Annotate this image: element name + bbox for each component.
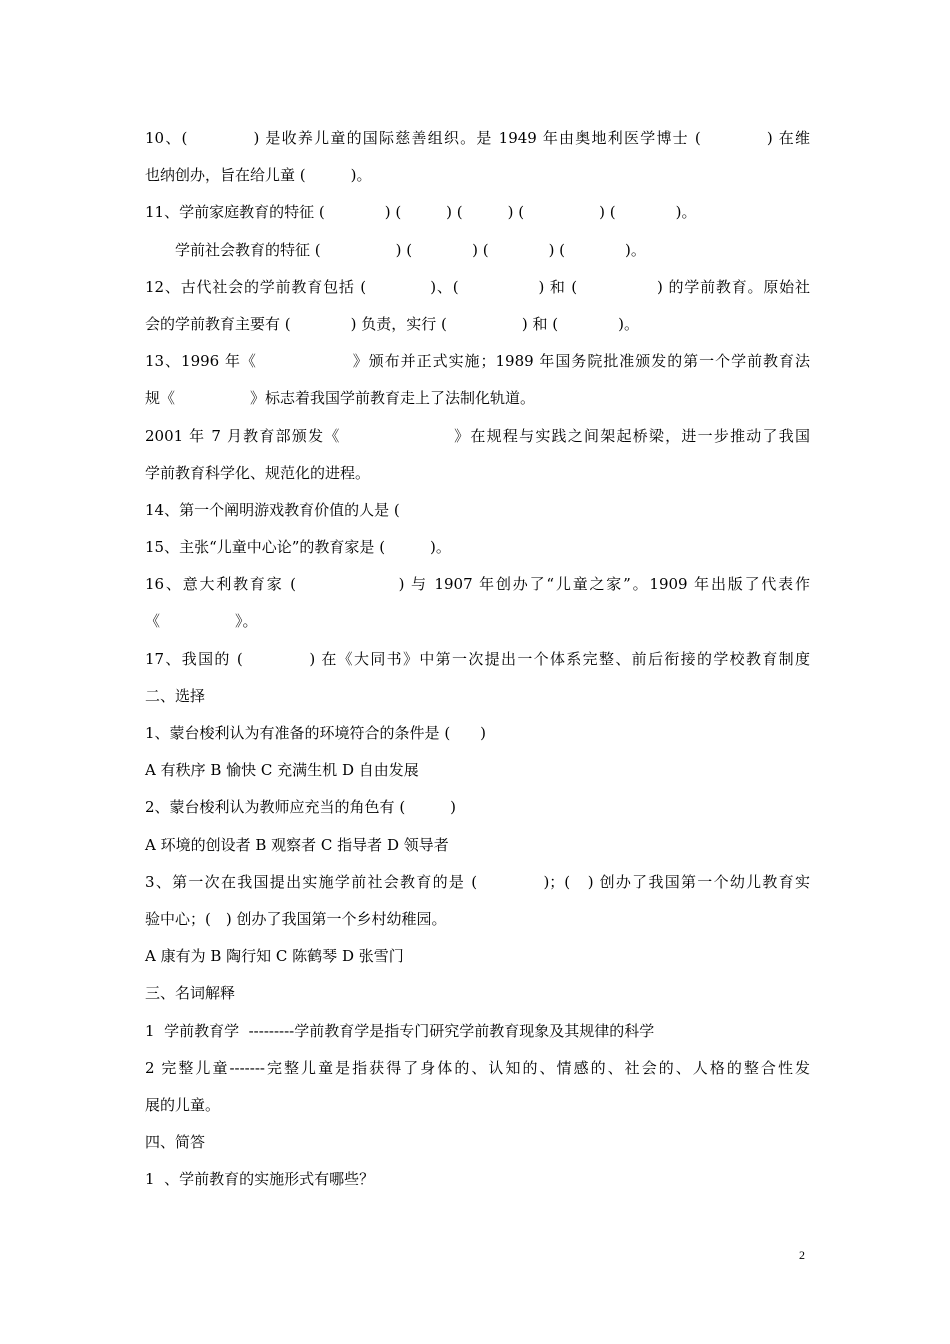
text-line: 2 完整儿童-------完整儿童是指获得了身体的、认知的、情感的、社会的、人格的整合性发 xyxy=(145,1058,810,1077)
text-line: 3、第一次在我国提出实施学前社会教育的是 ( )；( ) 创办了我国第一个幼儿教育实 xyxy=(145,872,810,891)
text-line: 14、第一个阐明游戏教育价值的人是 ( xyxy=(145,500,400,519)
text-line: 学前社会教育的特征 ( ) ( ) ( ) ( )。 xyxy=(145,240,646,259)
text-line: 规《 》标志着我国学前教育走上了法制化轨道。 xyxy=(145,389,536,408)
document-body xyxy=(145,120,810,1198)
section-heading: 二、选择 xyxy=(145,686,206,705)
text-line: 验中心；( ) 创办了我国第一个乡村幼稚园。 xyxy=(145,909,447,928)
text-line: 《 》。 xyxy=(145,612,258,631)
text-line: 会的学前教育主要有 ( ) 负责，实行 ( ) 和 ( )。 xyxy=(145,314,639,333)
text-line: 也纳创办，旨在给儿童 ( )。 xyxy=(145,166,372,185)
text-line: A 环境的创设者 B 观察者 C 指导者 D 领导者 xyxy=(145,835,449,854)
text-line: 1 学前教育学 ---------学前教育学是指专门研究学前教育现象及其规律的科学 xyxy=(145,1021,655,1040)
page-number: 2 xyxy=(799,1248,805,1262)
text-line: 13、1996 年《 》颁布并正式实施；1989 年国务院批准颁发的第一个学前教育法 xyxy=(145,352,810,371)
section-heading: 四、简答 xyxy=(145,1133,206,1152)
text-line: 1 、学前教育的实施形式有哪些？ xyxy=(145,1170,375,1189)
text-line: 1、蒙台梭利认为有准备的环境符合的条件是 ( ) xyxy=(145,724,487,742)
text-line: 2、蒙台梭利认为教师应充当的角色有 ( ) xyxy=(145,798,457,817)
section-heading: 三、名词解释 xyxy=(145,984,236,1003)
text-line: A 康有为 B 陶行知 C 陈鹤琴 D 张雪门 xyxy=(145,947,404,966)
text-line: 15、主张“儿童中心论”的教育家是 ( )。 xyxy=(145,538,451,557)
text-line: 12、古代社会的学前教育包括 ( )、( ) 和 ( ) 的学前教育。原始社 xyxy=(145,277,810,296)
text-line: 17、我国的 ( ) 在《大同书》中第一次提出一个体系完整、前后衔接的学校教育制度 xyxy=(145,649,810,668)
text-line: A 有秩序 B 愉快 C 充满生机 D 自由发展 xyxy=(145,761,419,780)
text-line: 11、学前家庭教育的特征 ( ) ( ) ( ) ( ) ( )。 xyxy=(145,203,697,222)
text-line: 16、意大利教育家 ( ) 与 1907 年创办了“儿童之家”。1909 年出版了代表作 xyxy=(145,575,810,594)
text-line: 2001 年 7 月教育部颁发《 》在规程与实践之间架起桥梁，进一步推动了我国 xyxy=(145,426,810,445)
text-line: 展的儿童。 xyxy=(145,1095,221,1114)
text-line: 学前教育科学化、规范化的进程。 xyxy=(145,463,371,482)
text-line: 10、( ) 是收养儿童的国际慈善组织。是 1949 年由奥地利医学博士 ( ) 在维 xyxy=(145,129,810,147)
